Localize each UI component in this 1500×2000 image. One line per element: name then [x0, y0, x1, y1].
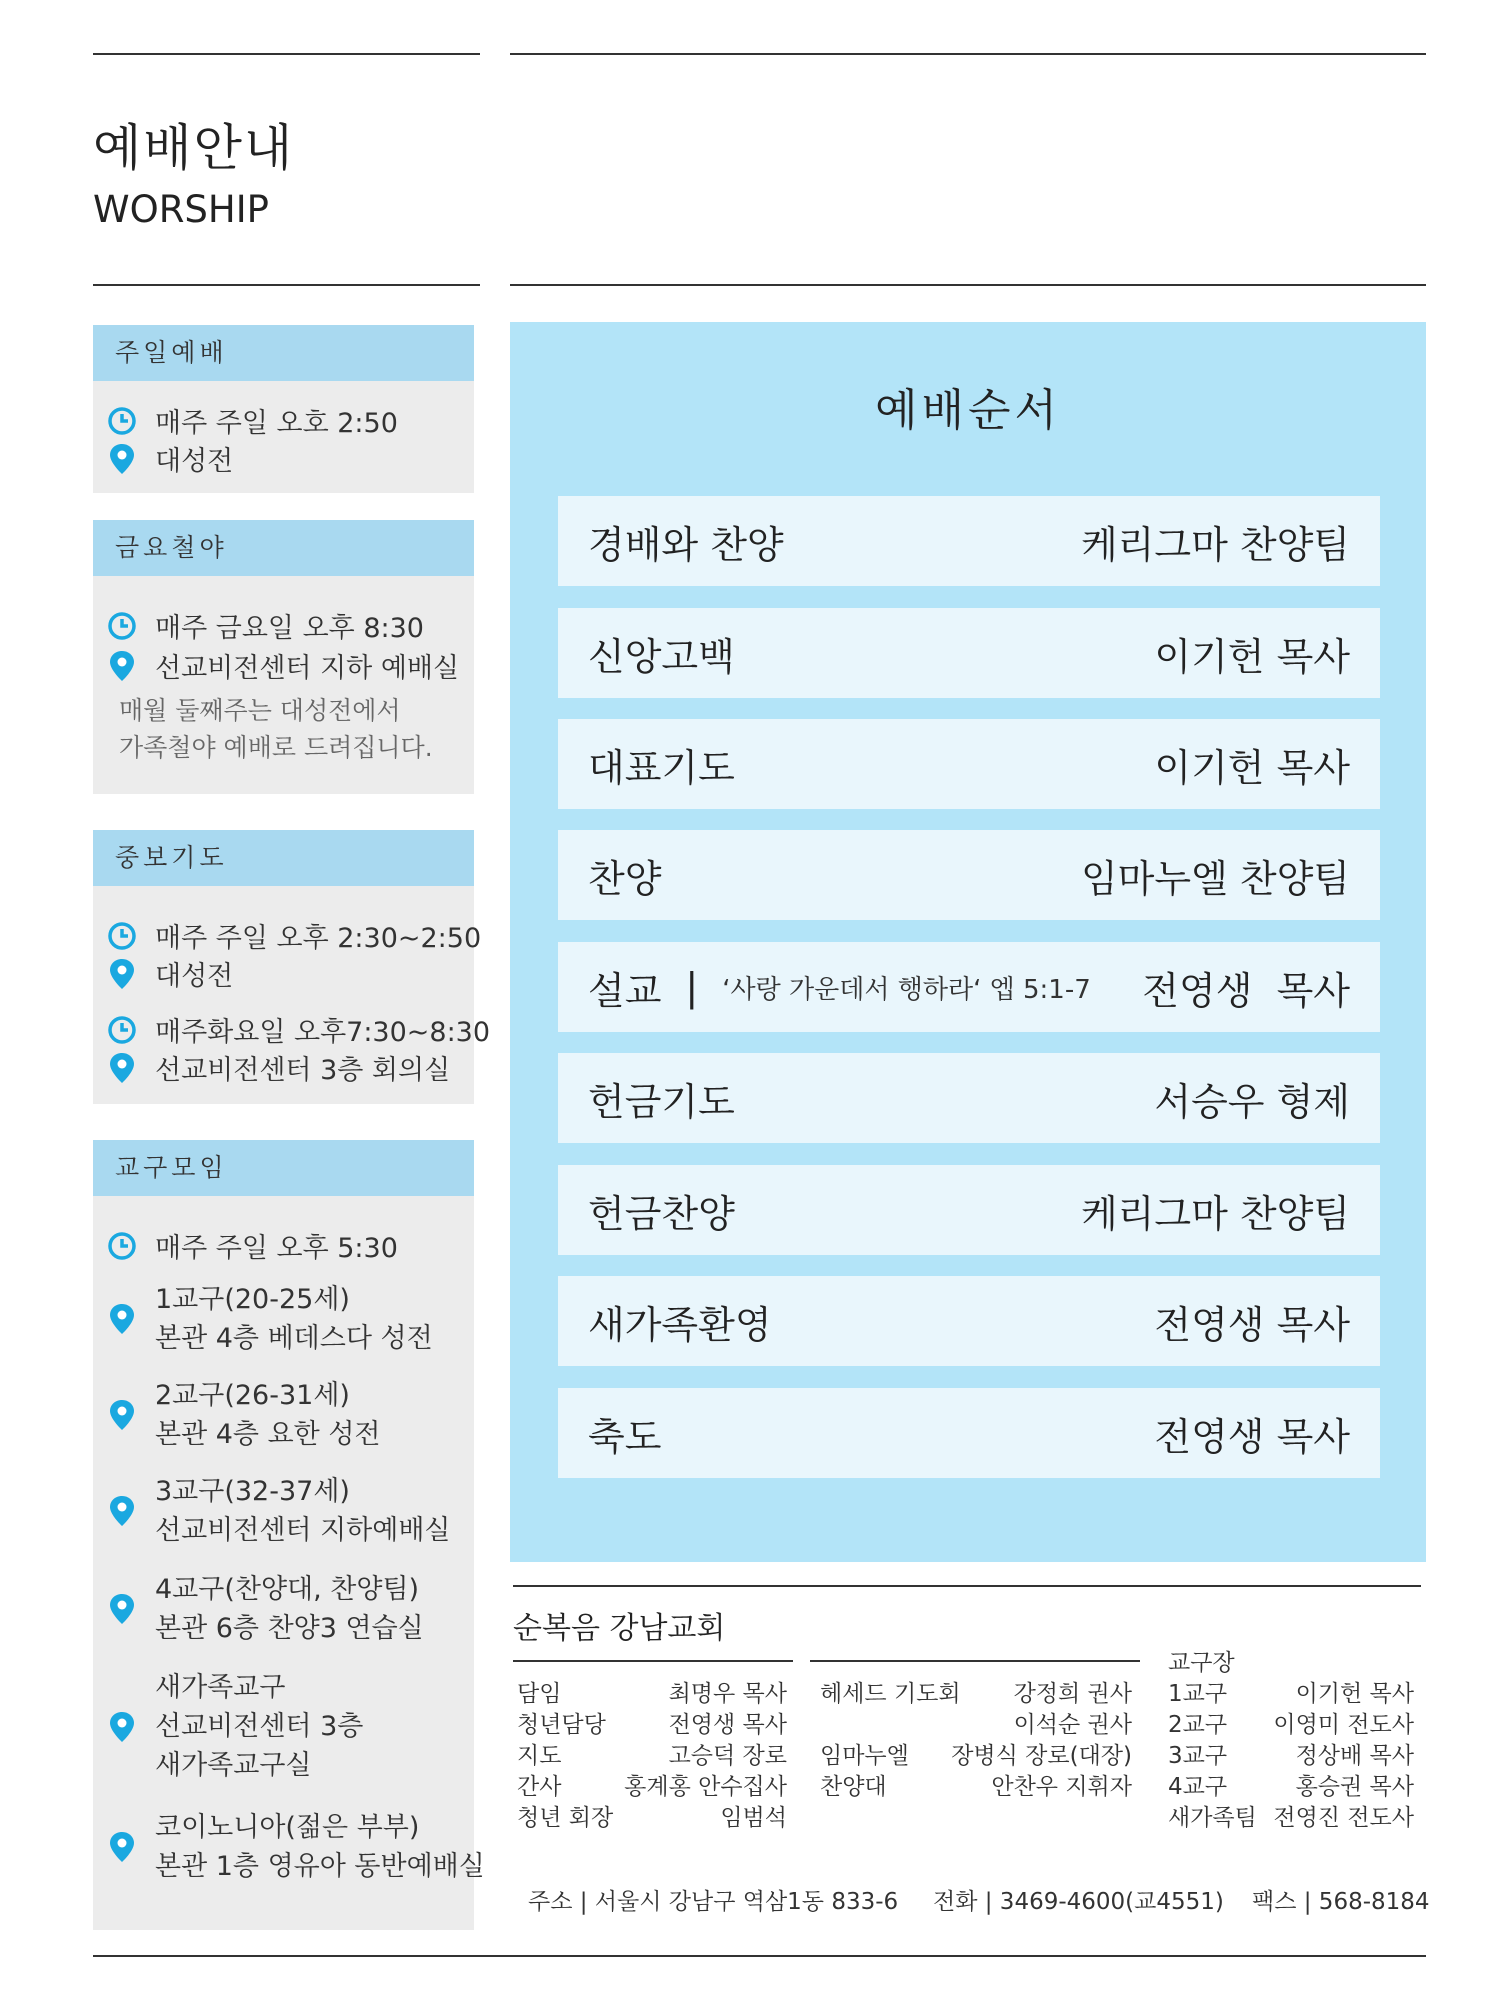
staff-name: 이영미 전도사 — [1273, 1712, 1414, 1738]
intercession-place2-row — [107, 1048, 450, 1087]
district-group-3 — [107, 1472, 450, 1550]
clock-icon — [107, 406, 137, 436]
order-item-9-leader: 전영생 목사 — [1154, 1414, 1350, 1459]
staff-role: 청년담당 — [517, 1712, 606, 1738]
staff-row — [820, 1741, 1132, 1772]
staff-rule-2 — [810, 1660, 1140, 1662]
order-item-6-leader: 서승우 형제 — [1154, 1079, 1350, 1124]
staff-row — [517, 1710, 787, 1741]
bottom-rule — [93, 1955, 1426, 1957]
sunday-time-row — [107, 401, 398, 440]
staff-row — [1168, 1679, 1414, 1710]
order-item-3-leader: 이기헌 목사 — [1154, 745, 1350, 790]
staff-role: 담임 — [517, 1681, 562, 1707]
church-fax: 팩스 | 568-8184 — [1252, 1889, 1430, 1915]
friday-worship-box — [93, 520, 474, 794]
footer-top-rule — [513, 1585, 1421, 1587]
clock-icon — [107, 611, 137, 641]
district-time-row — [107, 1226, 398, 1265]
district-group-6 — [107, 1808, 485, 1886]
staff-name: 전영생 목사 — [668, 1712, 787, 1738]
intercession-time2: 매주화요일 오후7:30~8:30 — [155, 1017, 491, 1048]
page-title: 예배안내 — [93, 119, 295, 177]
staff-name: 안찬우 지휘자 — [991, 1774, 1132, 1800]
staff-name: 이석순 권사 — [1013, 1712, 1132, 1738]
staff-row — [517, 1679, 787, 1710]
order-item-9 — [558, 1388, 1380, 1478]
staff-rule-1 — [513, 1660, 793, 1662]
friday-time-row — [107, 606, 424, 645]
staff-row — [517, 1772, 787, 1803]
staff-name: 이기헌 목사 — [1295, 1681, 1414, 1707]
staff-name: 고승덕 장로 — [668, 1743, 787, 1769]
location-pin-icon — [107, 1712, 137, 1742]
friday-note-2: 가족철야 예배로 드려집니다. — [119, 733, 433, 762]
staff-row — [820, 1679, 1132, 1710]
district-time: 매주 주일 오후 5:30 — [155, 1233, 398, 1264]
staff-name: 임범석 — [720, 1805, 787, 1831]
intercession-title: 중보기도 — [93, 830, 474, 886]
staff-role: 청년 회장 — [517, 1805, 614, 1831]
friday-place-row — [107, 646, 459, 685]
location-pin-icon — [107, 1832, 137, 1862]
church-name: 순복음 강남교회 — [513, 1611, 726, 1646]
staff-row — [517, 1741, 787, 1772]
staff-row — [517, 1803, 787, 1834]
district-group-2 — [107, 1376, 381, 1454]
location-pin-icon — [107, 1594, 137, 1624]
clock-icon — [107, 1015, 137, 1045]
district-group-6-name: 코이노니아(젊은 부부) — [155, 1812, 420, 1843]
order-item-5-name: 설교 — [588, 968, 662, 1013]
staff-column-2 — [820, 1679, 1132, 1803]
order-item-5-separator: | — [685, 965, 699, 1009]
intercession-box — [93, 830, 491, 1104]
location-pin-icon — [107, 959, 137, 989]
order-item-2-name: 신앙고백 — [588, 634, 735, 679]
staff-name: 홍승권 목사 — [1295, 1774, 1414, 1800]
staff-role: 헤세드 기도회 — [820, 1681, 961, 1707]
order-item-8-name: 새가족환영 — [588, 1302, 772, 1347]
worship-order-panel — [510, 322, 1426, 1562]
staff-role: 간사 — [517, 1774, 562, 1800]
district-group-5-place: 선교비전센터 3층 — [155, 1711, 364, 1742]
district-group-5-name: 새가족교구 — [155, 1672, 286, 1703]
location-pin-icon — [107, 1304, 137, 1334]
staff-name: 강정희 권사 — [1013, 1681, 1132, 1707]
staff-name: 홍계홍 안수집사 — [624, 1774, 787, 1800]
location-pin-icon — [107, 444, 137, 474]
sunday-time: 매주 주일 오호 2:50 — [155, 408, 398, 439]
district-group-5-room: 새가족교구실 — [155, 1750, 312, 1781]
order-item-8-leader: 전영생 목사 — [1154, 1302, 1350, 1347]
staff-role: 2교구 — [1168, 1712, 1228, 1738]
intercession-place2: 선교비전센터 3층 회의실 — [155, 1055, 451, 1086]
staff-column-3 — [1168, 1648, 1414, 1834]
clock-icon — [107, 921, 137, 951]
clock-icon — [107, 1231, 137, 1261]
staff-role: 새가족팀 — [1168, 1805, 1257, 1831]
title-rule-right — [510, 284, 1426, 286]
order-item-1-leader: 케리그마 찬양팀 — [1080, 522, 1350, 567]
location-pin-icon — [107, 1400, 137, 1430]
intercession-time1-row — [107, 916, 481, 955]
staff-role: 찬양대 — [820, 1774, 887, 1800]
intercession-time1: 매주 주일 오후 2:30~2:50 — [155, 923, 482, 954]
church-phone: 전화 | 3469-4600(교4551) — [933, 1889, 1224, 1915]
order-item-1-name: 경배와 찬양 — [588, 522, 784, 567]
location-pin-icon — [107, 1053, 137, 1083]
top-rule-left — [93, 53, 480, 55]
order-item-6 — [558, 1053, 1380, 1143]
church-address: 주소 | 서울시 강남구 역삼1동 833-6 — [528, 1889, 899, 1915]
friday-place: 선교비전센터 지하 예배실 — [155, 653, 460, 684]
order-item-5-leader: 전영생 목사 — [1142, 968, 1350, 1013]
intercession-time2-row — [107, 1010, 490, 1049]
staff-row — [1168, 1772, 1414, 1803]
staff-column-1 — [517, 1679, 787, 1834]
staff-role: 1교구 — [1168, 1681, 1228, 1707]
order-item-3-name: 대표기도 — [588, 745, 735, 790]
staff-row — [1168, 1803, 1414, 1834]
page-subtitle: WORSHIP — [93, 188, 269, 231]
district-group-1-place: 본관 4층 베데스다 성전 — [155, 1323, 433, 1354]
order-item-2-leader: 이기헌 목사 — [1154, 634, 1350, 679]
staff-row — [820, 1710, 1132, 1741]
worship-order-title: 예배순서 — [874, 385, 1061, 436]
district-group-1-name: 1교구(20-25세) — [155, 1284, 350, 1315]
order-item-7 — [558, 1165, 1380, 1255]
staff-role: 4교구 — [1168, 1774, 1228, 1800]
district-group-3-place: 선교비전센터 지하예배실 — [155, 1515, 451, 1546]
staff-role: 임마누엘 — [820, 1743, 909, 1769]
order-item-8 — [558, 1276, 1380, 1366]
staff-role: 지도 — [517, 1743, 562, 1769]
intercession-place1-row — [107, 954, 233, 993]
intercession-place1: 대성전 — [155, 961, 234, 992]
sermon-verse: ‘사랑 가운데서 행하라‘ 엡 5:1-7 — [722, 974, 1091, 1005]
district-group-3-name: 3교구(32-37세) — [155, 1476, 350, 1507]
order-item-7-leader: 케리그마 찬양팀 — [1080, 1191, 1350, 1236]
district-group-1 — [107, 1280, 433, 1358]
district-heads-title: 교구장 — [1168, 1650, 1235, 1676]
district-group-4 — [107, 1570, 424, 1648]
friday-note-1: 매월 둘째주는 대성전에서 — [119, 696, 401, 725]
title-rule-left — [93, 284, 480, 286]
location-pin-icon — [107, 651, 137, 681]
order-item-4 — [558, 830, 1380, 920]
order-item-9-name: 축도 — [588, 1414, 662, 1459]
order-item-4-name: 찬양 — [588, 856, 662, 901]
staff-name: 전영진 전도사 — [1273, 1805, 1414, 1831]
district-group-2-place: 본관 4층 요한 성전 — [155, 1419, 381, 1450]
district-group-2-name: 2교구(26-31세) — [155, 1380, 350, 1411]
staff-row — [820, 1772, 1132, 1803]
district-group-6-place: 본관 1층 영유아 동반예배실 — [155, 1851, 485, 1882]
sunday-place-row — [107, 439, 233, 478]
district-meeting-title: 교구모임 — [93, 1140, 474, 1196]
friday-worship-title: 금요철야 — [93, 520, 474, 576]
order-item-6-name: 헌금기도 — [588, 1079, 735, 1124]
order-item-5 — [558, 942, 1380, 1032]
location-pin-icon — [107, 1496, 137, 1526]
district-meeting-box — [93, 1140, 485, 1930]
order-item-7-name: 헌금찬양 — [588, 1191, 735, 1236]
sunday-place: 대성전 — [155, 446, 234, 477]
staff-name: 정상배 목사 — [1295, 1743, 1414, 1769]
district-group-5 — [107, 1668, 363, 1785]
friday-time: 매주 금요일 오후 8:30 — [155, 613, 424, 644]
staff-row — [1168, 1710, 1414, 1741]
order-item-3 — [558, 719, 1380, 809]
district-group-4-name: 4교구(찬양대, 찬양팀) — [155, 1574, 420, 1605]
order-item-2 — [558, 608, 1380, 698]
staff-role: 3교구 — [1168, 1743, 1228, 1769]
top-rule-right — [510, 53, 1426, 55]
sunday-worship-title: 주일예배 — [93, 325, 474, 381]
staff-name: 장병식 장로(대장) — [951, 1743, 1132, 1769]
staff-name: 최명우 목사 — [668, 1681, 787, 1707]
order-item-4-leader: 임마누엘 찬양팀 — [1080, 856, 1350, 901]
district-group-4-place: 본관 6층 찬양3 연습실 — [155, 1613, 424, 1644]
order-item-1 — [558, 496, 1380, 586]
staff-row — [1168, 1741, 1414, 1772]
sunday-worship-box — [93, 325, 474, 493]
